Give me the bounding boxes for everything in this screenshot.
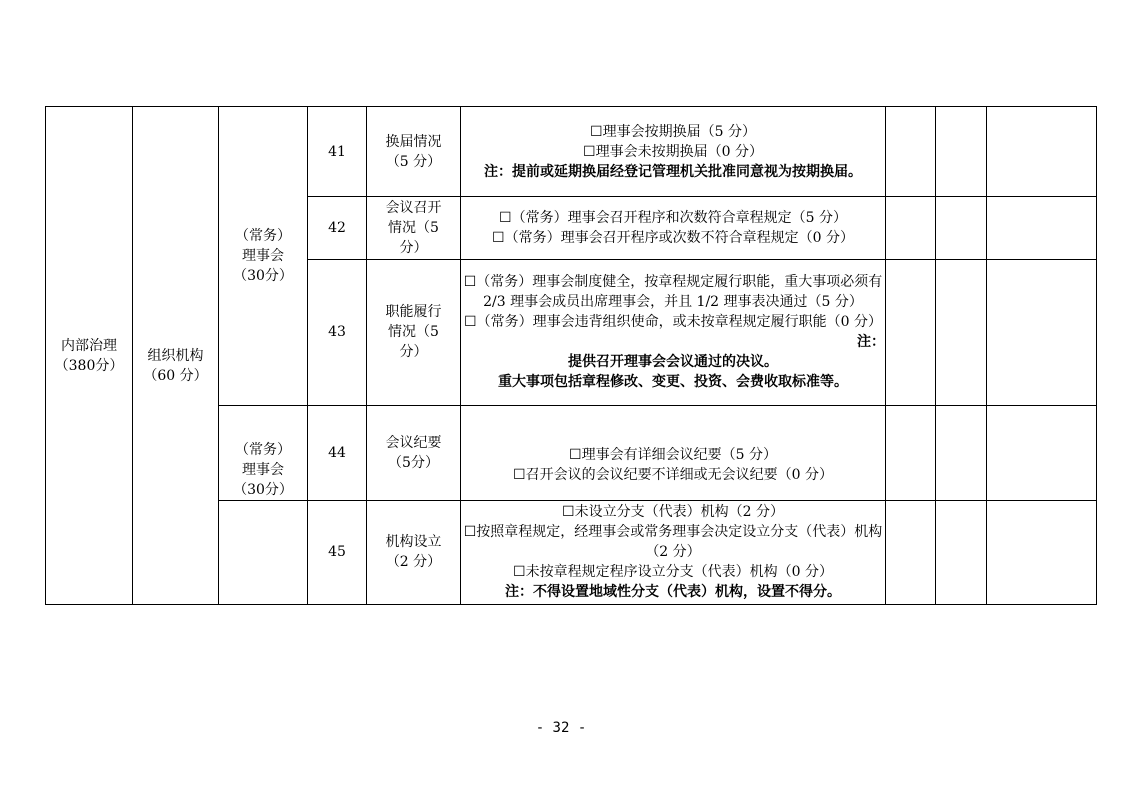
item-number-text: 42 [328, 220, 346, 237]
score-cell[interactable] [987, 405, 1097, 500]
item-criteria [461, 107, 886, 197]
item-criteria [461, 405, 886, 500]
score-cell[interactable] [987, 197, 1097, 260]
criteria-line: ☐（常务）理事会违背组织使命，或未按章程规定履行职能（0 分） [464, 314, 882, 331]
item-name [367, 405, 461, 500]
category-level2-label: 组织机构（60 分） [143, 348, 208, 384]
category-level1-label: 内部治理（380分） [54, 337, 124, 374]
item-criteria [461, 260, 886, 405]
item-number-text: 45 [328, 544, 346, 561]
criteria-note: 提供召开理事会会议通过的决议。 [568, 354, 778, 371]
item-number-text: 43 [328, 324, 346, 341]
criteria-note: 注：不得设置地域性分支（代表）机构，设置不得分。 [505, 584, 841, 601]
criteria-note: 注：提前或延期换届经登记管理机关批准同意视为按期换届。 [484, 163, 862, 180]
criteria-line: ☐（常务）理事会召开程序或次数不符合章程规定（0 分） [492, 230, 854, 247]
score-cell[interactable] [936, 260, 987, 405]
item-name-text: 换届情况（5 分） [385, 133, 442, 170]
criteria-line: ☐按照章程规定，经理事会或常务理事会决定设立分支（代表）机构（2 分） [463, 524, 883, 561]
category-level1 [46, 107, 133, 605]
category-level2 [133, 107, 219, 605]
item-name-text: 会议召开情况（5 分） [385, 200, 442, 257]
evaluation-table-wrapper [45, 106, 1096, 605]
criteria-line: ☐理事会按期换届（5 分） [590, 123, 756, 140]
score-cell[interactable] [987, 500, 1097, 604]
item-number [308, 405, 367, 500]
evaluation-table [45, 106, 1097, 605]
item-number [308, 107, 367, 197]
item-name-text: 会议纪要（5分） [385, 434, 442, 471]
criteria-line: ☐未按章程规定程序设立分支（代表）机构（0 分） [513, 564, 833, 581]
group-council-a [219, 107, 308, 406]
score-cell[interactable] [936, 500, 987, 604]
group-council-b [219, 405, 308, 500]
table-row [46, 107, 1097, 197]
item-name [367, 107, 461, 197]
score-cell[interactable] [886, 107, 936, 197]
item-name-text: 机构设立（2 分） [385, 534, 442, 571]
item-number-text: 41 [328, 143, 346, 160]
item-number [308, 260, 367, 405]
item-criteria [461, 500, 886, 604]
score-cell[interactable] [886, 197, 936, 260]
item-name [367, 260, 461, 405]
score-cell[interactable] [886, 405, 936, 500]
criteria-note: 重大事项包括章程修改、变更、投资、会费收取标准等。 [498, 374, 848, 391]
criteria-line: ☐未设立分支（代表）机构（2 分） [562, 504, 784, 521]
criteria-line: ☐理事会未按期换届（0 分） [583, 143, 763, 160]
score-cell[interactable] [936, 197, 987, 260]
criteria-line: ☐理事会有详细会议纪要（5 分） [569, 446, 777, 463]
score-cell[interactable] [936, 405, 987, 500]
item-number [308, 197, 367, 260]
score-cell[interactable] [987, 260, 1097, 405]
item-name [367, 500, 461, 604]
criteria-line: ☐召开会议的会议纪要不详细或无会议纪要（0 分） [513, 466, 833, 483]
group-council-a-label: （常务）理事会（30分） [233, 227, 293, 284]
group-empty [219, 500, 308, 604]
group-council-b-label: （常务）理事会（30分） [233, 441, 293, 498]
item-criteria [461, 197, 886, 260]
item-number [308, 500, 367, 604]
score-cell[interactable] [886, 260, 936, 405]
item-name-text: 职能履行情况（5 分） [385, 304, 442, 361]
score-cell[interactable] [936, 107, 987, 197]
item-number-text: 44 [328, 444, 346, 461]
score-cell[interactable] [886, 500, 936, 604]
criteria-note-head: 注： [857, 334, 885, 351]
page-number: - 32 - [535, 720, 587, 736]
item-name [367, 197, 461, 260]
criteria-line: ☐（常务）理事会召开程序和次数符合章程规定（5 分） [499, 210, 847, 227]
criteria-line: ☐（常务）理事会制度健全，按章程规定履行职能，重大事项必须有 2/3 理事会成员出席理事会，并且 1/2 理事表决通过（5 分） [463, 274, 883, 311]
score-cell[interactable] [987, 107, 1097, 197]
